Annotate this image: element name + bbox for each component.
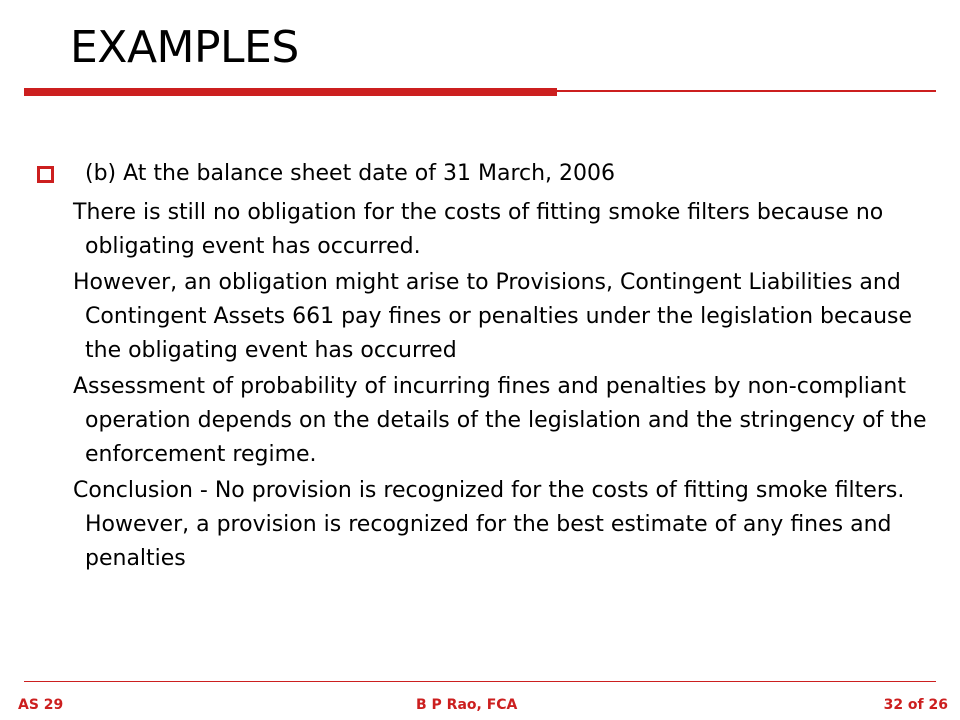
- footer-page-number: 32 of 26: [883, 697, 948, 713]
- bullet-item: [36, 158, 916, 190]
- footer-author: B P Rao, FCA: [416, 697, 518, 713]
- paragraph-conclusion: Conclusion - No provision is recognized for the costs of fitting smoke filters. However, a provision is recognized for the best estimate of any fines and penalties: [73, 478, 905, 571]
- hollow-square-bullet-icon: [37, 166, 54, 183]
- bullet-text: (b) At the balance sheet date of 31 March, 2006: [85, 161, 616, 186]
- paragraph-assessment: Assessment of probability of incurring fines and penalties by non-compliant operation depends on the details of the legislation and the stringency of the enforcement regime.: [73, 374, 927, 467]
- paragraph-no-obligation: There is still no obligation for the costs of fitting smoke filters because no obligating event has occurred.: [73, 200, 884, 259]
- footer-left: AS 29: [18, 697, 64, 713]
- paragraph-obligation-fines: However, an obligation might arise to Provisions, Contingent Liabilities and Contingent Assets 661 pay fines or penalties under the legislation because the obligating event has occurred: [73, 270, 913, 363]
- footer-divider: [24, 681, 936, 682]
- body-paragraphs: [73, 196, 933, 578]
- slide-title: EXAMPLES: [70, 22, 299, 73]
- title-underline-thin: [557, 90, 936, 92]
- title-underline-thick: [24, 88, 557, 96]
